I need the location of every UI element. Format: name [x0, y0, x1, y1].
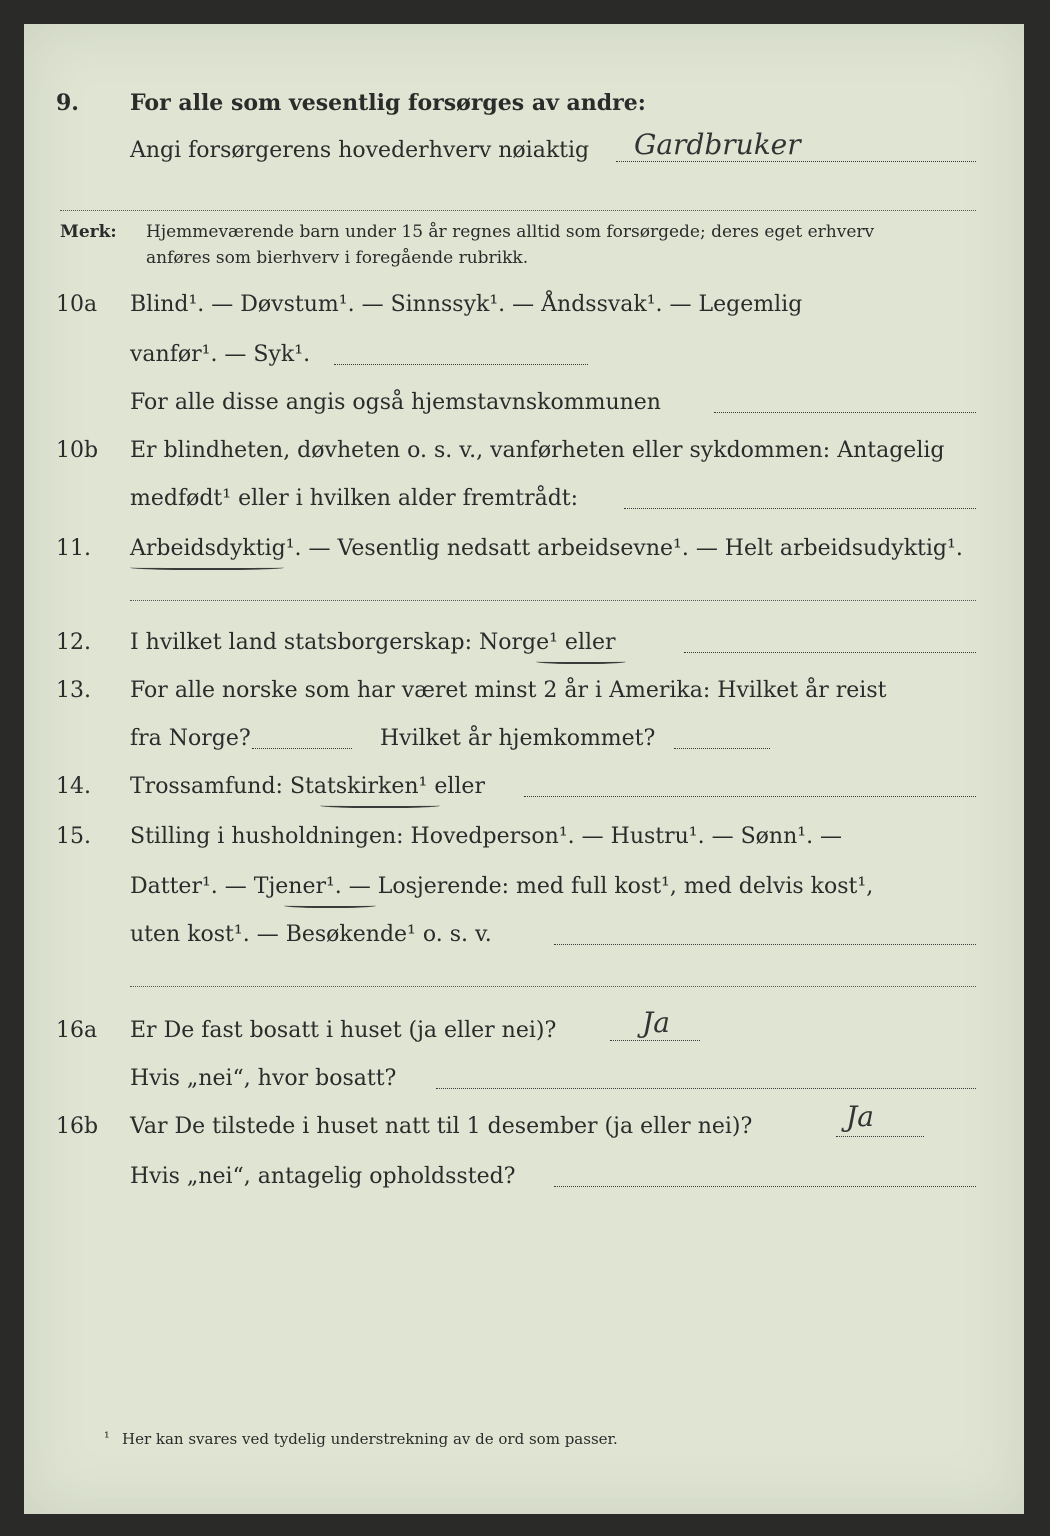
q10b-line-2: medfødt¹ eller i hvilken alder fremtrådt: — [130, 486, 579, 511]
q16b-opholdssted-line — [554, 1186, 976, 1187]
q10a-syk-line — [334, 364, 588, 365]
q14-line-1: Trossamfund: Statskirken¹ eller — [130, 774, 485, 799]
q15-answer-line — [554, 944, 976, 945]
q16a-bosatt-line — [436, 1088, 976, 1089]
q9-label: Angi forsørgerens hovederhverv nøiaktig — [130, 138, 590, 163]
q10b-number: 10b — [56, 438, 99, 463]
q12-number: 12. — [56, 630, 91, 655]
q10a-number: 10a — [56, 292, 98, 317]
q13-line-2b: Hvilket år hjemkommet? — [380, 726, 656, 751]
q16a-answer-line — [610, 1040, 700, 1041]
q15-line-1: Stilling i husholdningen: Hovedperson¹. — Hustru¹. — Sønn¹. — — [130, 824, 843, 849]
q14-answer-line — [524, 796, 976, 797]
q9-answer-line — [616, 161, 976, 162]
q15-line-3: uten kost¹. — Besøkende¹ o. s. v. — [130, 922, 492, 947]
q13-number: 13. — [56, 678, 91, 703]
q13-hjemkommet-line — [674, 748, 770, 749]
q12-answer-line — [684, 652, 976, 653]
q10b-line-1: Er blindheten, døvheten o. s. v., vanførheten eller sykdommen: Antagelig — [130, 438, 945, 463]
q10a-line-3: For alle disse angis også hjemstavnskommunen — [130, 390, 661, 415]
q11-underline-mark — [130, 564, 284, 570]
footnote-mark: ¹ — [104, 1430, 110, 1446]
footnote-text: Her kan svares ved tydelig understrekning av de ord som passer. — [122, 1430, 618, 1448]
q11-line-1: Arbeidsdyktig¹. — Vesentlig nedsatt arbeidsevne¹. — Helt arbeidsudyktig¹. — [130, 536, 963, 561]
q16b-number: 16b — [56, 1114, 99, 1139]
q14-underline-mark — [320, 802, 440, 808]
merk-line-1: Hjemmeværende barn under 15 år regnes alltid som forsørgede; deres eget erhverv — [146, 222, 875, 242]
q10a-line-2: vanfør¹. — Syk¹. — [130, 342, 311, 367]
separator-line — [60, 210, 976, 211]
q15-line-2: Datter¹. — Tjener¹. — Losjerende: med full kost¹, med delvis kost¹, — [130, 874, 874, 899]
q13-reist-line — [252, 748, 352, 749]
q12-underline-mark — [536, 658, 626, 664]
q16a-number: 16a — [56, 1018, 98, 1043]
q12-line-1: I hvilket land statsborgerskap: Norge¹ eller — [130, 630, 616, 655]
q15-extra-line — [130, 986, 976, 987]
q10a-line-1: Blind¹. — Døvstum¹. — Sinnssyk¹. — Åndssvak¹. — Legemlig — [130, 292, 803, 317]
q15-number: 15. — [56, 824, 91, 849]
q16b-answer-line — [836, 1136, 924, 1137]
q16a-line-1: Er De fast bosatt i huset (ja eller nei)? — [130, 1018, 557, 1043]
q9-number: 9. — [56, 90, 79, 116]
q16b-line-1: Var De tilstede i huset natt til 1 desember (ja eller nei)? — [130, 1114, 753, 1139]
q16b-line-2: Hvis „nei“, antagelig opholdssted? — [130, 1164, 516, 1189]
q14-number: 14. — [56, 774, 91, 799]
q13-line-2a: fra Norge? — [130, 726, 251, 751]
q16a-handwritten-answer: Ja — [642, 1006, 670, 1039]
q11-number: 11. — [56, 536, 91, 561]
q13-line-1: For alle norske som har været minst 2 år i Amerika: Hvilket år reist — [130, 678, 887, 703]
q10a-hjemstavn-line — [714, 412, 976, 413]
q15-underline-mark — [284, 902, 376, 908]
merk-label: Merk: — [60, 222, 117, 242]
q9-title: For alle som vesentlig forsørges av andre: — [130, 90, 646, 116]
q16a-line-2: Hvis „nei“, hvor bosatt? — [130, 1066, 397, 1091]
census-form-page — [24, 24, 1024, 1514]
q10b-alder-line — [624, 508, 976, 509]
q16b-handwritten-answer: Ja — [846, 1100, 874, 1133]
q9-handwritten-answer: Gardbruker — [634, 128, 801, 161]
merk-line-2: anføres som bierhverv i foregående rubrikk. — [146, 248, 529, 268]
q11-answer-line — [130, 600, 976, 601]
